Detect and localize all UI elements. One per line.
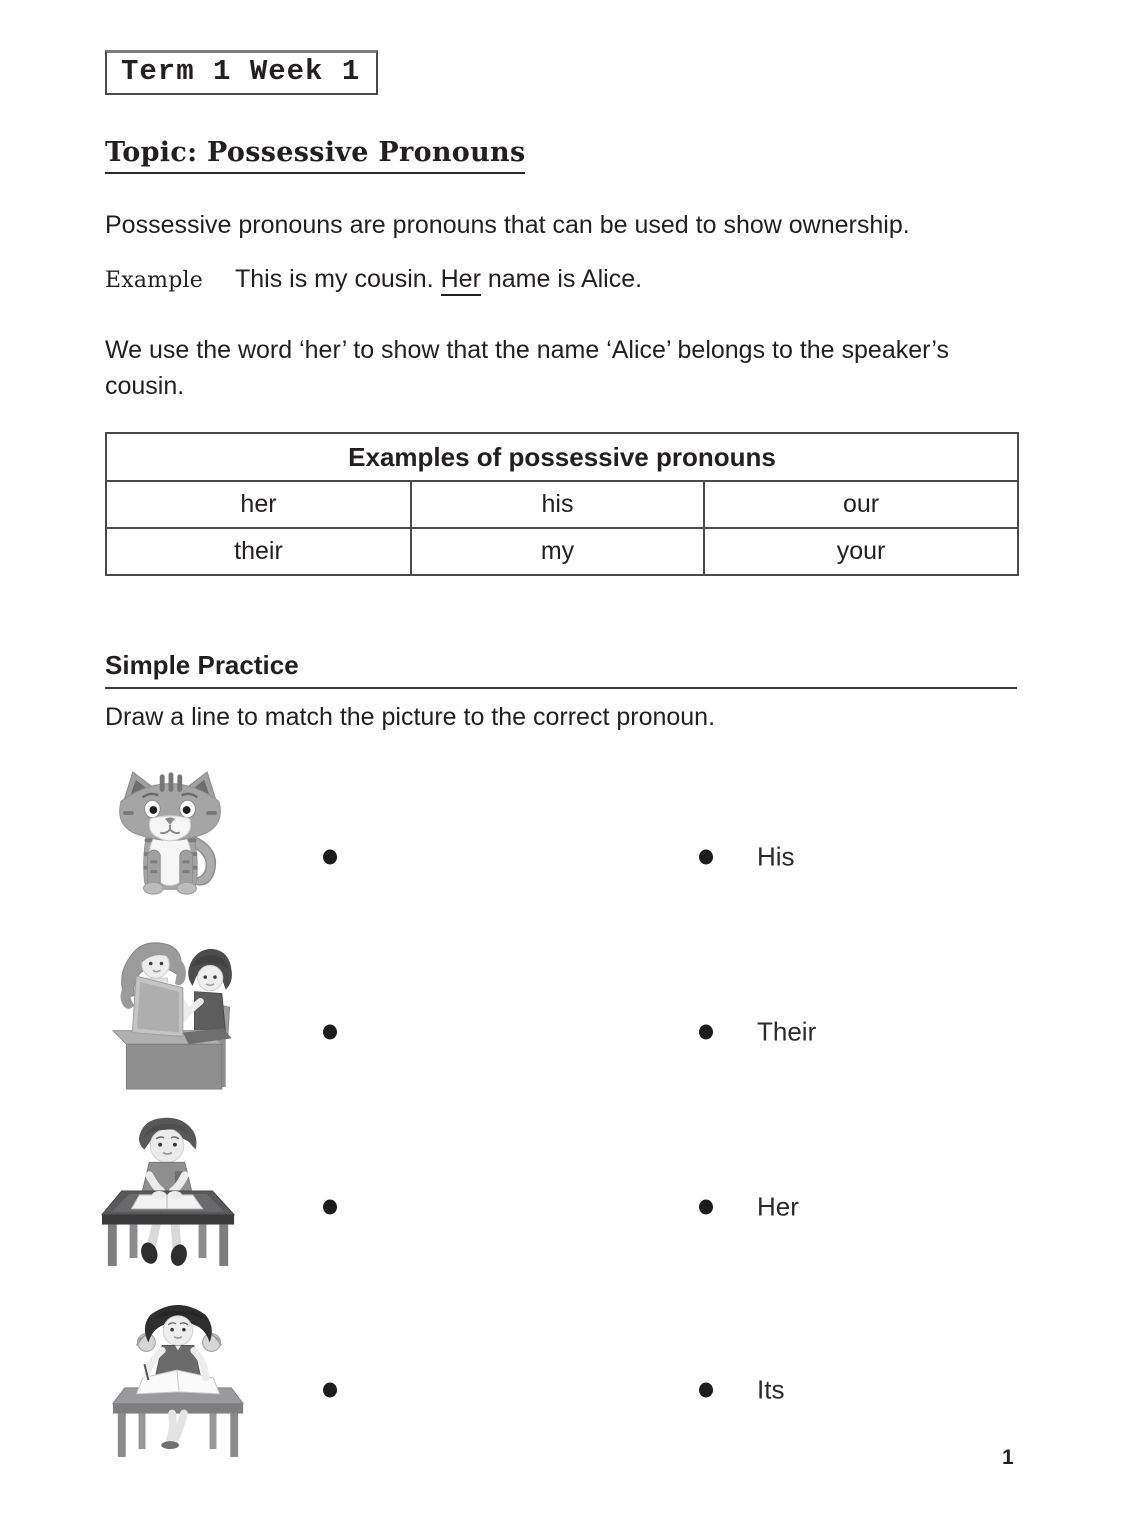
match-row: [105, 941, 1017, 1116]
table-header-row: [106, 433, 1018, 481]
example-label: Example: [105, 268, 203, 293]
table-cell: her: [106, 481, 411, 528]
match-dot-right[interactable]: [699, 1383, 713, 1398]
explanation-paragraph: We use the word ‘her’ to show that the name ‘Alice’ belongs to the speaker’s cousin.: [105, 336, 949, 400]
table-cell: our: [704, 481, 1018, 528]
pronoun-option-label: Its: [757, 1374, 785, 1405]
match-row: [105, 1301, 1017, 1469]
match-dot-right[interactable]: [699, 1025, 713, 1040]
match-row: [105, 766, 1017, 941]
simple-practice-heading: Simple Practice: [105, 650, 1017, 689]
example-underlined-word: Her: [441, 265, 481, 296]
match-dot-left[interactable]: [323, 1025, 337, 1040]
intro-paragraph: Possessive pronouns are pronouns that can be used to show ownership.: [105, 211, 910, 239]
table-title: Examples of possessive pronouns: [106, 433, 1018, 481]
topic-heading: [105, 137, 1017, 174]
topic-heading-text: Topic: Possessive Pronouns: [105, 137, 525, 174]
match-dot-right[interactable]: [699, 850, 713, 865]
term-week-box: [105, 50, 378, 95]
possessive-pronouns-table: [105, 432, 1019, 576]
table-cell: their: [106, 528, 411, 575]
table-cell: your: [704, 528, 1018, 575]
girl-at-desk-illustration: [105, 1301, 251, 1459]
page-content: [105, 0, 1017, 1469]
match-row: [105, 1116, 1017, 1301]
match-dot-left[interactable]: [323, 850, 337, 865]
cat-illustration: [108, 768, 232, 899]
example-sentence: [235, 265, 642, 294]
match-dot-left[interactable]: [323, 1200, 337, 1215]
pronoun-option-label: His: [757, 841, 795, 872]
children-at-computer-illustration: [105, 941, 251, 1092]
pronoun-option-label: Their: [757, 1016, 817, 1047]
table-cell: my: [411, 528, 704, 575]
table-row: [106, 528, 1018, 575]
matching-exercise: [105, 766, 1017, 1469]
boy-at-desk-illustration: [100, 1116, 240, 1269]
example-row: [105, 265, 1017, 294]
page-number: 1: [1002, 1446, 1014, 1469]
table-row: [106, 481, 1018, 528]
term-week-label: Term 1 Week 1: [121, 55, 361, 88]
match-dot-left[interactable]: [323, 1383, 337, 1398]
pronoun-option-label: Her: [757, 1191, 799, 1222]
example-pre: This is my cousin.: [235, 265, 441, 293]
table-cell: his: [411, 481, 704, 528]
practice-instruction: Draw a line to match the picture to the correct pronoun.: [105, 703, 716, 731]
example-post: name is Alice.: [480, 265, 643, 293]
match-dot-right[interactable]: [699, 1200, 713, 1215]
